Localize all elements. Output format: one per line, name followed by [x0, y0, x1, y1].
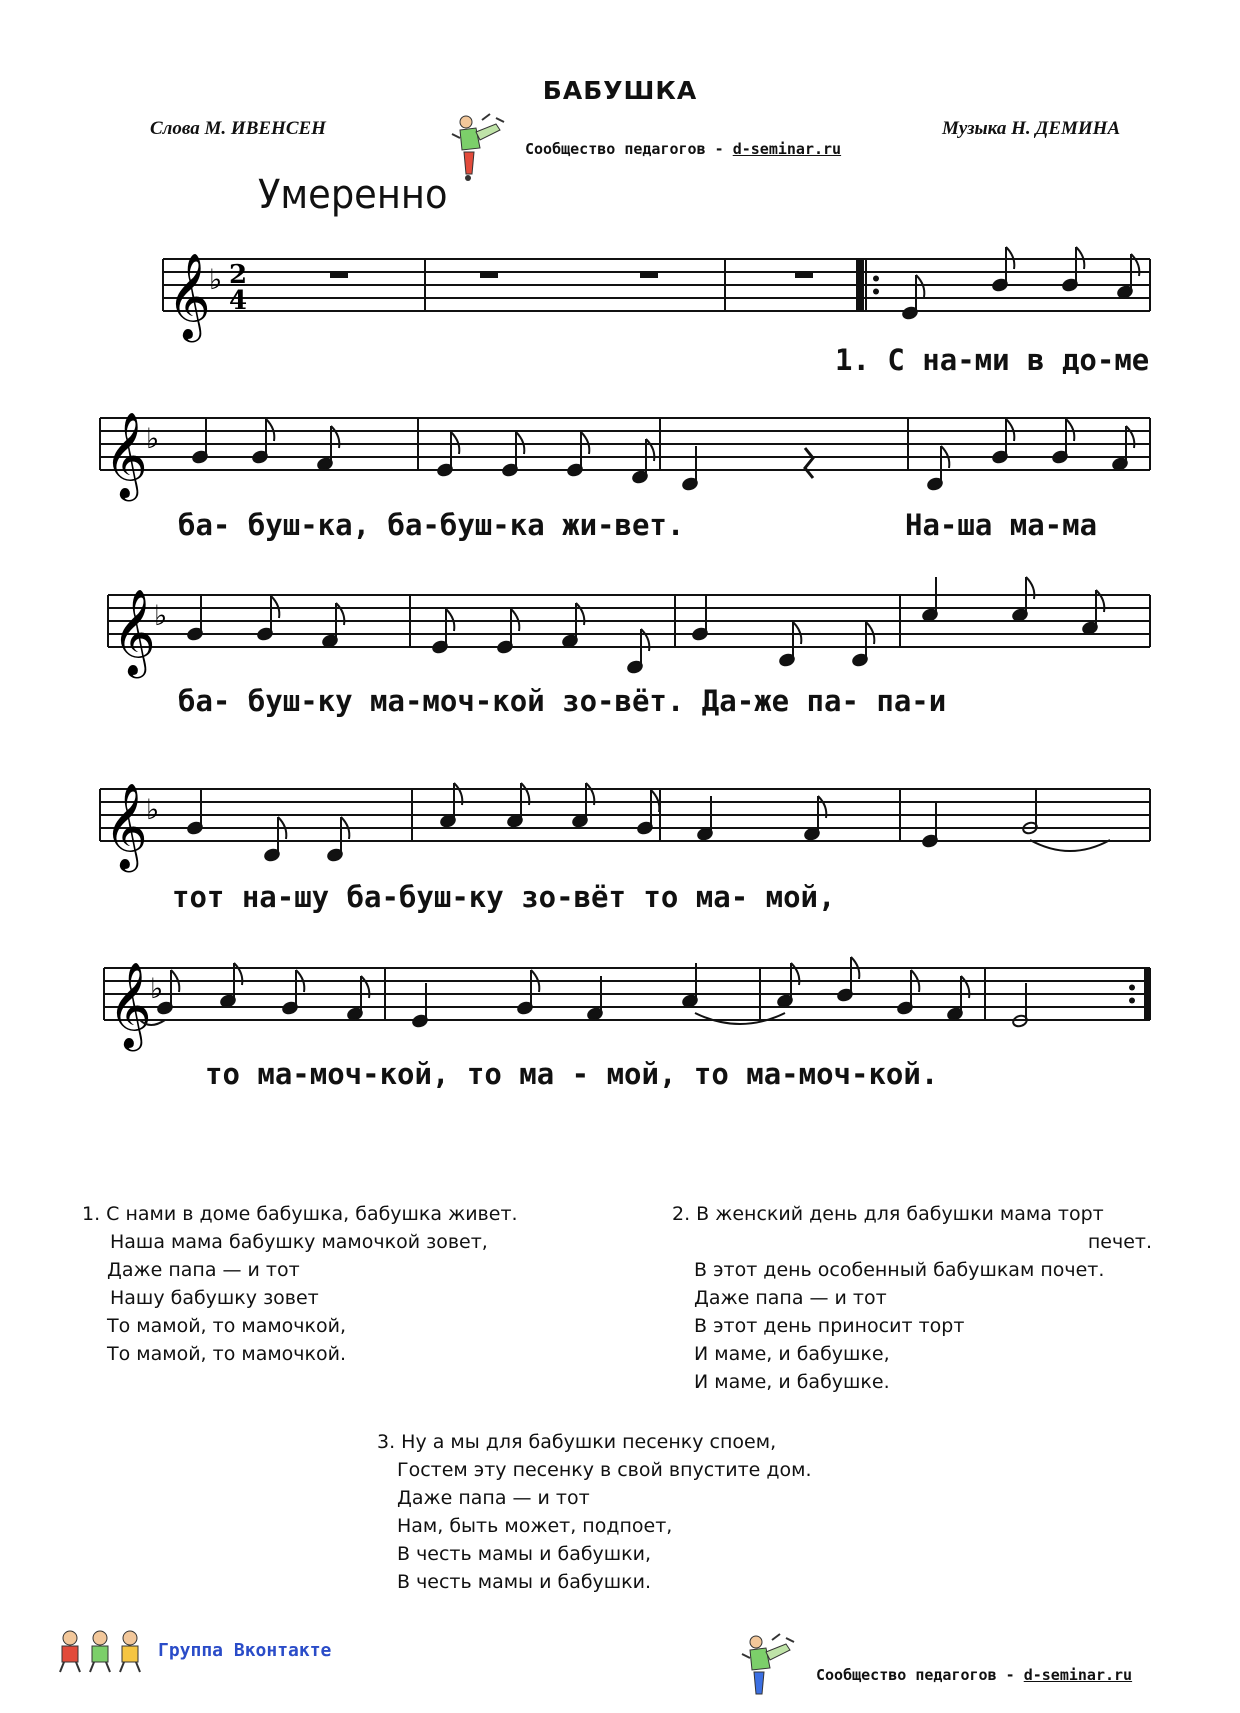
quarter-rest: [805, 448, 813, 478]
verse-1-line: Даже папа — и тот: [107, 1259, 300, 1281]
community-link[interactable]: d-seminar.ru: [732, 140, 842, 158]
verse-1: [82, 1200, 518, 1368]
flat-icon: ♭: [209, 263, 223, 296]
lyric-line-4: ба- буш-ку ма-моч-кой зо-вёт. Да-же па- па-и: [178, 684, 947, 718]
verse-1-line: То мамой, то мамочкой.: [107, 1343, 347, 1365]
verse-2-line: 2. В женский день для бабушки мама торт: [672, 1203, 1104, 1225]
time-signature-bottom: 4: [229, 286, 248, 316]
flat-icon: ♭: [154, 599, 168, 632]
verse-3-line: Гостем эту песенку в свой впустите дом.: [397, 1459, 812, 1481]
verse-3-line: Нам, быть может, подпоет,: [397, 1515, 673, 1537]
repeat-bar: [858, 259, 864, 311]
tempo-marking: Умеренно: [258, 172, 448, 218]
staff: [163, 253, 1150, 343]
verse-2-line: В этот день приносит торт: [694, 1315, 965, 1337]
whole-rest: [795, 272, 813, 278]
lyric-line-3: На-ша ма-ма: [905, 508, 1098, 542]
song-title: БАБУШКА: [542, 76, 698, 105]
verse-2-line: И маме, и бабушке,: [694, 1343, 890, 1365]
repeat-dot: [1129, 998, 1135, 1004]
whole-rest: [330, 272, 348, 278]
whole-rest: [640, 272, 658, 278]
verse-3-line: Даже папа — и тот: [397, 1487, 590, 1509]
community-footer: [816, 1666, 1132, 1684]
verse-3-line: В честь мамы и бабушки,: [397, 1543, 652, 1565]
lyric-line-6: то ма-моч-кой, то ма - мой, то ма-моч-кой.: [205, 1057, 939, 1091]
treble-clef-icon: 𝄞: [104, 783, 148, 869]
staff: [100, 783, 1150, 873]
verse-1-line: То мамой, то мамочкой,: [107, 1315, 347, 1337]
repeat-dot: [1129, 985, 1135, 991]
community-footer-label: Сообщество педагогов -: [816, 1666, 1015, 1684]
verse-2-line: В этот день особенный бабушкам почет.: [694, 1259, 1105, 1281]
flat-icon: ♭: [146, 793, 160, 826]
lyric-line-2: ба- буш-ка, ба-буш-ка жи-вет.: [178, 508, 685, 542]
vk-group-link[interactable]: Группа Вконтакте: [158, 1640, 332, 1661]
flat-icon: ♭: [150, 972, 164, 1005]
treble-clef-icon: 𝄞: [108, 962, 152, 1048]
verse-2-line: Даже папа — и тот: [694, 1287, 887, 1309]
repeat-bar: [1144, 968, 1150, 1020]
music-credit: Музыка Н. ДЕМИНА: [942, 118, 1121, 139]
verse-3-line: В честь мамы и бабушки.: [397, 1571, 652, 1593]
verse-3-line: 3. Ну а мы для бабушки песенку споем,: [377, 1431, 777, 1453]
repeat-dot: [873, 289, 879, 295]
words-credit: Слова М. ИВЕНСЕН: [150, 118, 326, 139]
verse-1-line: Наша мама бабушку мамочкой зовет,: [110, 1231, 488, 1253]
vk-kids-logo-icon: [56, 1626, 148, 1676]
repeat-dot: [873, 276, 879, 282]
treble-clef-icon: 𝄞: [167, 253, 211, 339]
lyric-line-5: тот на-шу ба-буш-ку зо-вёт то ма- мой,: [172, 880, 836, 914]
verse-2-line: печет.: [1087, 1231, 1152, 1253]
community-logo-footer-icon: [736, 1632, 800, 1704]
staff: [104, 962, 1150, 1052]
lyric-line-1: 1. С на-ми в до-ме: [835, 343, 1150, 377]
community-footer-link[interactable]: d-seminar.ru: [1023, 1666, 1133, 1684]
whole-rest: [480, 272, 498, 278]
verse-2: [672, 1200, 1152, 1396]
verse-1-line: Нашу бабушку зовет: [110, 1287, 319, 1309]
time-signature-top: 2: [229, 260, 248, 290]
tie: [695, 1013, 785, 1024]
verse-2-line: И маме, и бабушке.: [694, 1371, 890, 1393]
flat-icon: ♭: [146, 422, 160, 455]
treble-clef-icon: 𝄞: [104, 412, 148, 498]
community-label: Сообщество педагогов -: [525, 140, 724, 158]
verse-1-line: 1. С нами в доме бабушка, бабушка живет.: [82, 1203, 518, 1225]
treble-clef-icon: 𝄞: [112, 589, 156, 675]
verse-3: [377, 1428, 812, 1596]
